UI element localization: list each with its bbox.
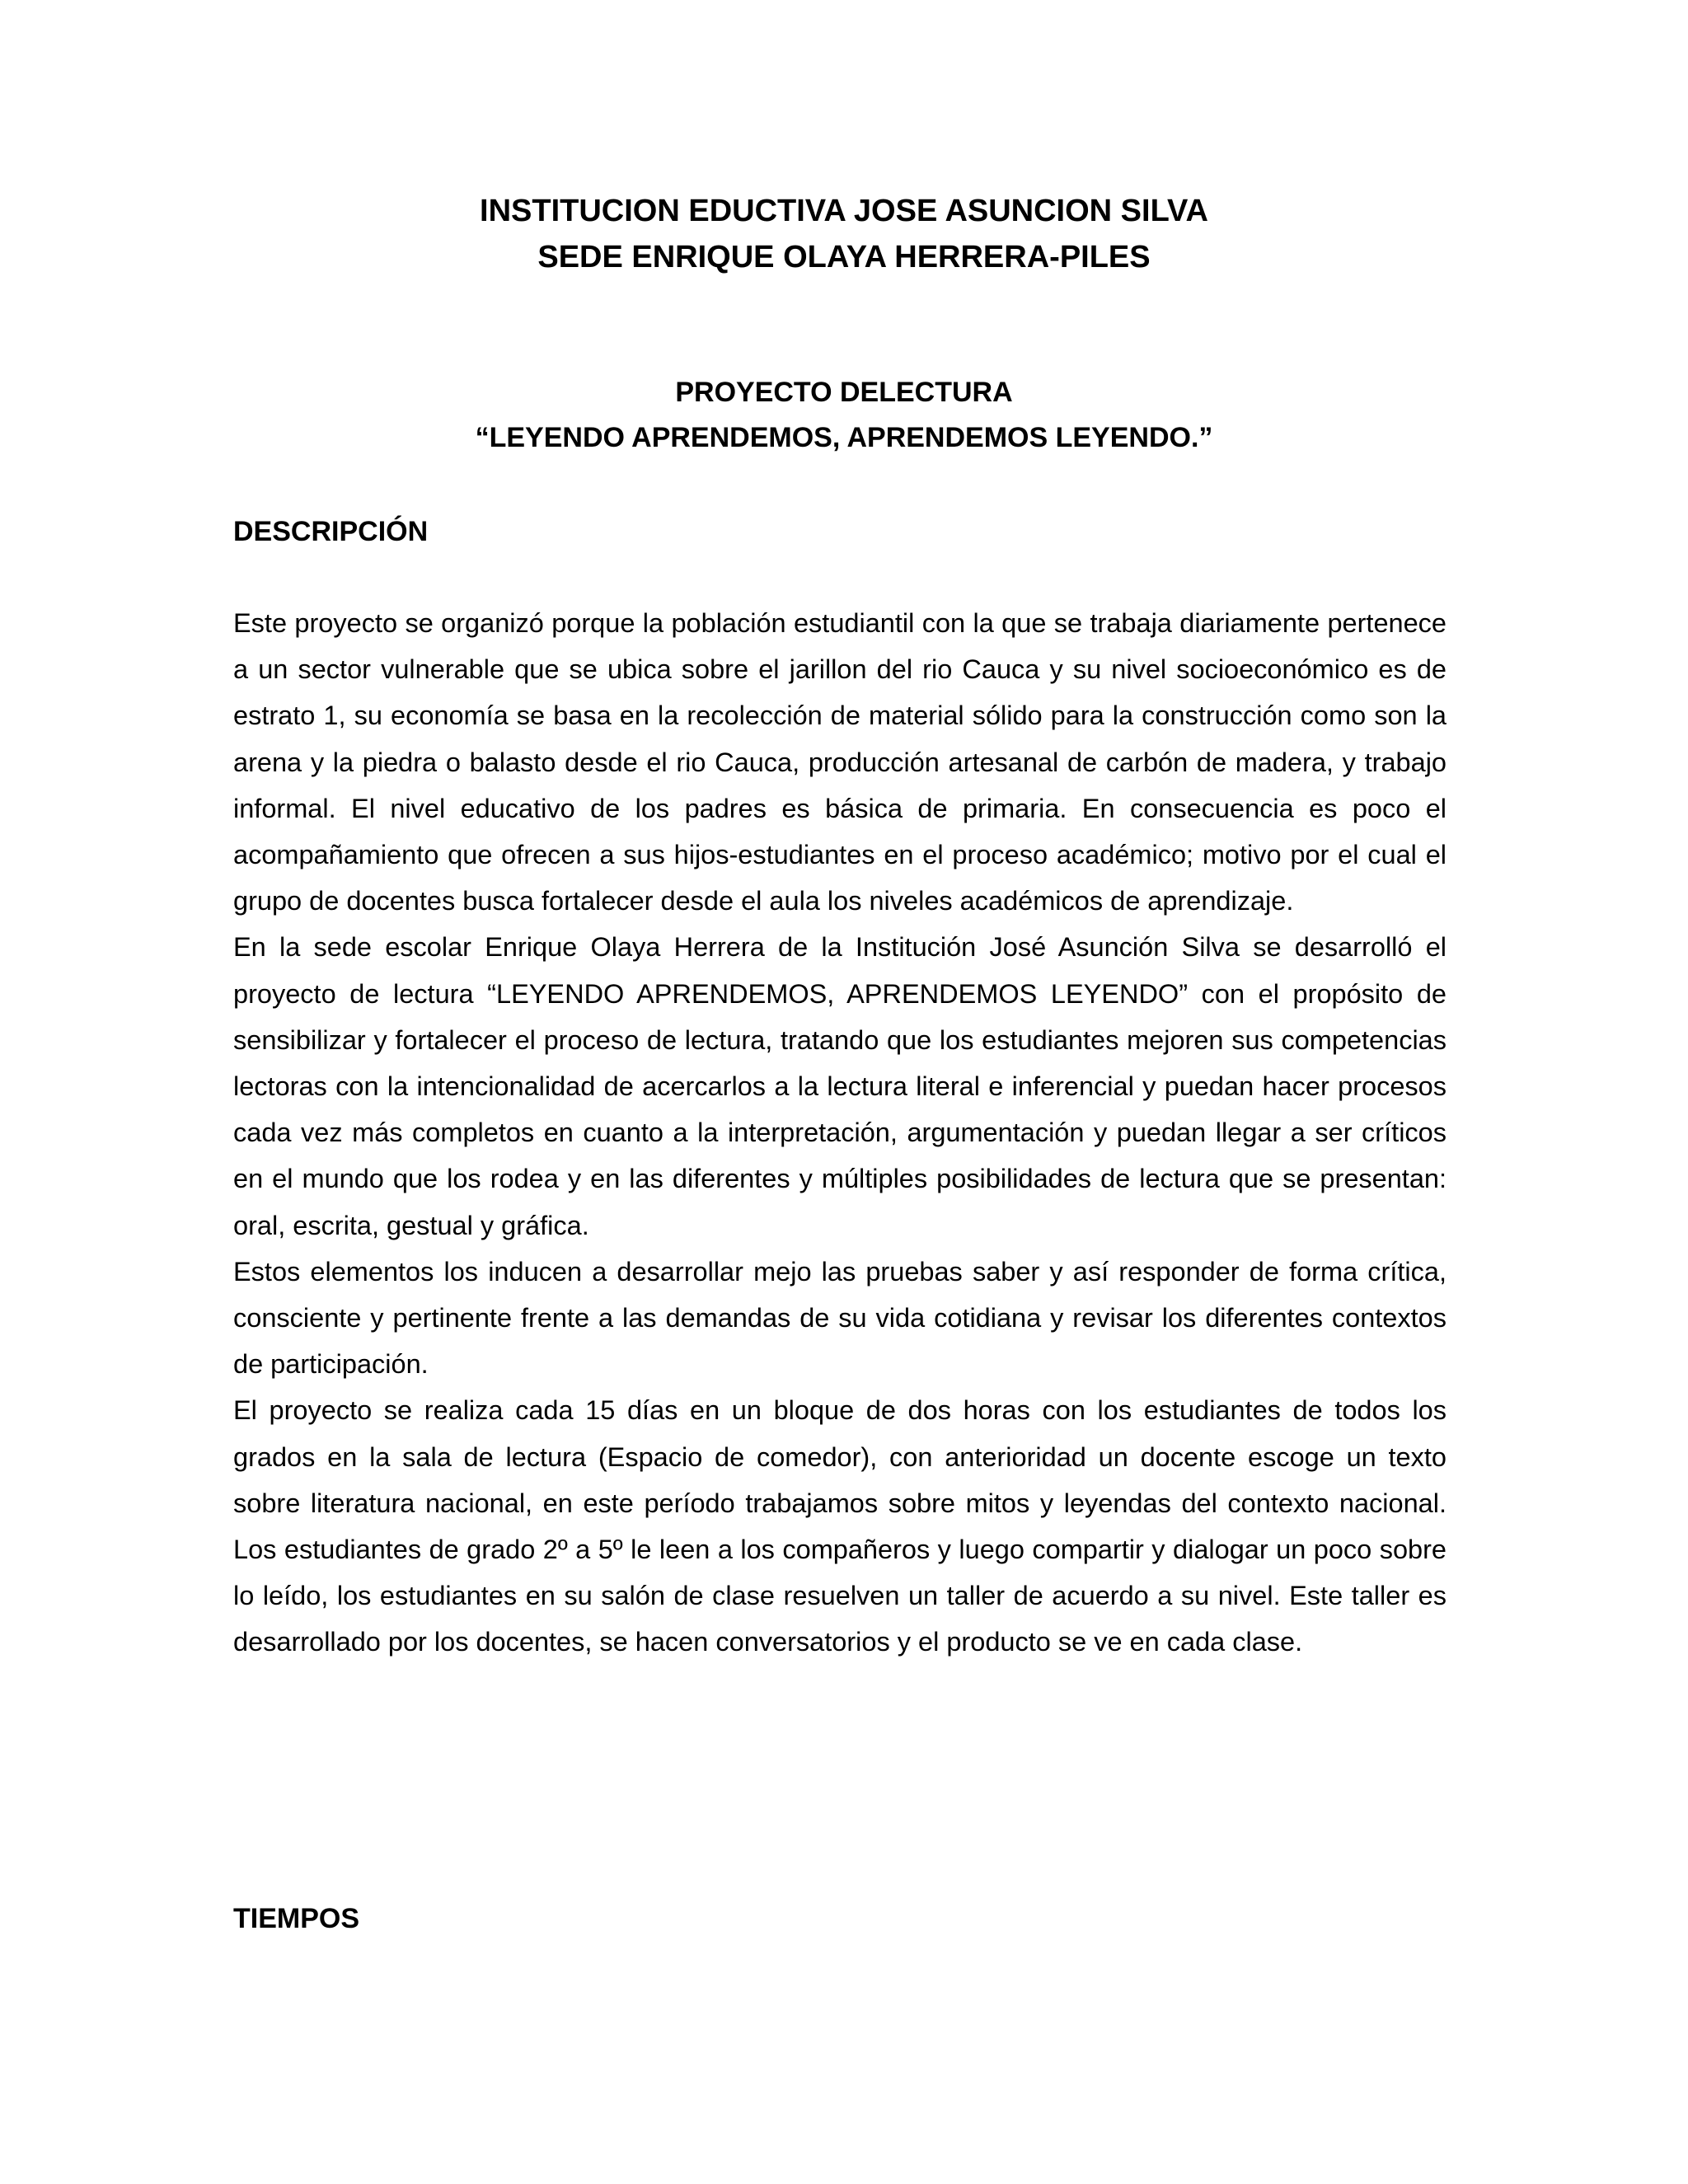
paragraph-2: En la sede escolar Enrique Olaya Herrera de la Institución José Asunción Silva se desarrolló el proyecto de lectura “LEYENDO APRENDEMOS, APRENDEMOS LEYENDO” con el propósito de sensibilizar y fortalecer el proceso de lectura, tratando que los estudiantes mejoren sus competencias lectoras con la intencionalidad de acercarlos a la lectura literal e inferencial y puedan hacer procesos cada vez más completos en cuanto a la interpretación, argumentación y puedan llegar a ser críticos en el mundo que los rodea y en las diferentes y múltiples posibilidades de lectura que se presentan: oral, escrita, gestual y gráfica. [233,932,1447,1240]
project-title: PROYECTO DELECTURA [675,377,1013,408]
paragraph-3: Estos elementos los inducen a desarrollar mejo las pruebas saber y así responder de forma crítica, consciente y pertinente frente a las demandas de su vida cotidiana y revisar los diferentes contextos de participación. [233,1256,1447,1380]
times-heading: TIEMPOS [233,1903,360,1934]
project-subtitle: “LEYENDO APRENDEMOS, APRENDEMOS LEYENDO.” [475,422,1213,453]
description-heading: DESCRIPCIÓN [233,516,429,547]
campus-name: SEDE ENRIQUE OLAYA HERRERA-PILES [537,240,1151,274]
paragraph-1: Este proyecto se organizó porque la población estudiantil con la que se trabaja diariamente pertenece a un sector vulnerable que se ubica sobre el jarillon del rio Cauca y su nivel socioeconómico es de estrato 1, su economía se basa en la recolección de material sólido para la construcción como son la arena y la piedra o balasto desde el rio Cauca, producción artesanal de carbón de madera, y trabajo informal. El nivel educativo de los padres es básica de primaria. En consecuencia es poco el acompañamiento que ofrecen a sus hijos-estudiantes en el proceso académico; motivo por el cual el grupo de docentes busca fortalecer desde el aula los niveles académicos de aprendizaje. [233,608,1447,916]
institution-name: INSTITUCION EDUCTIVA JOSE ASUNCION SILVA [480,194,1208,228]
paragraph-4: El proyecto se realiza cada 15 días en un bloque de dos horas con los estudiantes de todos los grados en la sala de lectura (Espacio de comedor), con anterioridad un docente escoge un texto sobre literatura nacional, en este período trabajamos sobre mitos y leyendas del contexto nacional. Los estudiantes de grado 2º a 5º le leen a los compañeros y luego compartir y dialogar un poco sobre lo leído, los estudiantes en su salón de clase resuelven un taller de acuerdo a su nivel. Este taller es desarrollado por los docentes, se hacen conversatorios y el producto se ve en cada clase. [233,1395,1447,1657]
description-body [233,600,1447,1666]
